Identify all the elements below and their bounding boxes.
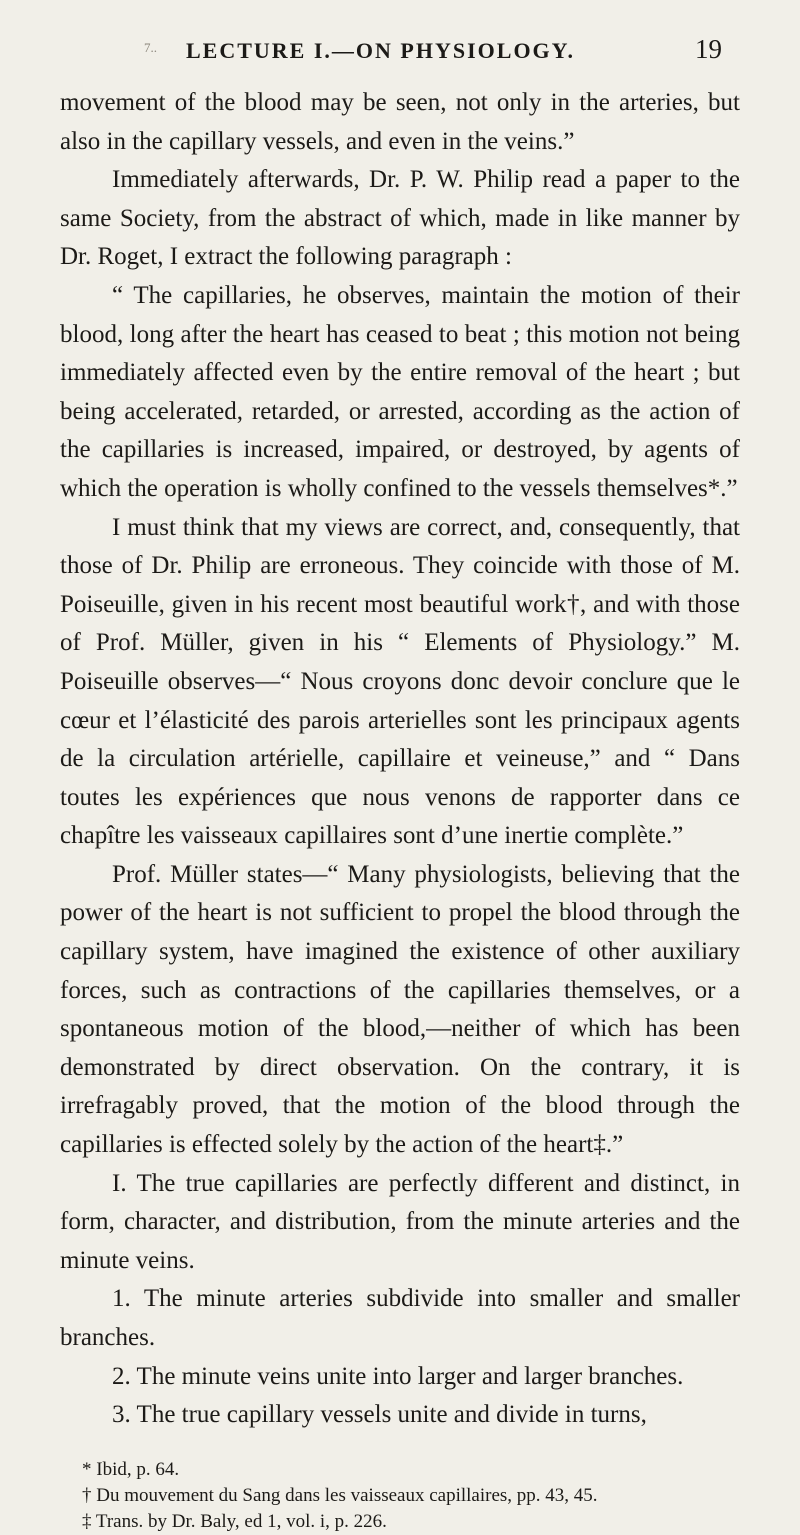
footnote: * Ibid, p. 64. (82, 1458, 180, 1480)
running-title: LECTURE I.—ON PHYSIOLOGY. (186, 38, 576, 63)
quote-capillaries: “ The capillaries, he observes, maintain the motion of their blood, long after the heart has ceased to beat ; this motion not being immediately affected even by the entire removal of the heart ; but being accelerated, retarded, or arrested, according as the action of the capillaries is increased, impaired, or destroyed, by agents of which the operation is wholly confined to the vessels themselves*.” (60, 281, 740, 502)
quote-muller: Prof. Müller states—“ Many physiologists, believing that the power of the heart is not sufficient to propel the blood through the capillary system, have imagined the existence of other auxiliary forces, such as contractions of the capillaries themselves, or a spontaneous motion of the blood,—neither of which has been demonstrated by direct observation. On the contrary, it is irrefragably proved, that the motion of the blood through the capillaries is effected solely by the action of the heart‡.” (60, 860, 740, 1159)
paragraph-continuation: movement of the blood may be seen, not only in the arteries, but also in the capillary vessels, and even in the veins.” (60, 89, 740, 155)
body-text (60, 84, 740, 1435)
footnote: ‡ Trans. by Dr. Baly, ed 1, vol. i, p. 226. (82, 1510, 387, 1532)
page-number: 19 (695, 34, 722, 64)
list-item-3: 3. The true capillary vessels unite and divide in turns, (112, 1401, 647, 1429)
paragraph-poiseuille: I must think that my views are correct, and, consequently, that those of Dr. Philip are erroneous. They coincide with those of M. Poiseuille, given in his recent most beautiful work†, and with those of Prof. Müller, given in his “ Elements of Physiology.” M. Poiseuille observes—“ Nous croyons donc devoir conclure que le cœur et l’élasticité des parois arterielles sont les principaux agents de la circulation artérielle, capillaire et veineuse,” and “ Dans toutes les expériences que nous venons de rapporter dans ce chapître les vaisseaux capillaires sont d’une inertie complète.” (60, 513, 740, 850)
list-item-2: 2. The minute veins unite into larger and larger branches. (112, 1362, 684, 1390)
footnotes (60, 1457, 740, 1535)
footnote: † Du mouvement du Sang dans les vaisseaux capillaires, pp. 43, 45. (82, 1484, 598, 1506)
list-item-1: 1. The minute arteries subdivide into smaller and smaller branches. (60, 1285, 740, 1351)
paragraph-philip-paper: Immediately afterwards, Dr. P. W. Philip read a paper to the same Society, from the abstract of which, made in like manner by Dr. Roget, I extract the following paragraph : (60, 166, 740, 271)
running-header (60, 34, 740, 84)
point-one: I. The true capillaries are perfectly different and distinct, in form, character, and distribution, from the minute arteries and the minute veins. (60, 1169, 740, 1274)
ink-mark: 7.. (144, 40, 157, 55)
